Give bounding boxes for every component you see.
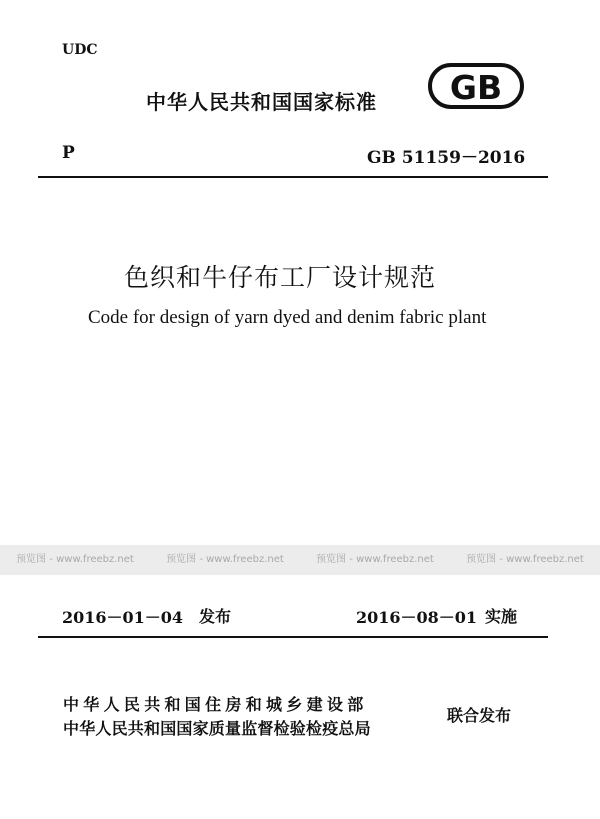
watermark-text: 预览图 - www.freebz.net — [316, 554, 434, 565]
gb-logo-text: GB — [449, 68, 503, 107]
issue-label: 发布 — [199, 607, 232, 626]
document-title-en: Code for design of yarn dyed and denim fabric plant — [88, 307, 487, 328]
header-divider — [38, 176, 548, 178]
classification-code: P — [62, 143, 75, 163]
document-title-zh: 色织和牛仔布工厂设计规范 — [124, 263, 437, 292]
implementation-date: 2016－08－01 — [356, 608, 478, 627]
watermark-band — [0, 545, 600, 575]
publisher-aqsiq: 中华人民共和国国家质量监督检验检疫总局 — [63, 719, 371, 738]
standard-number: GB 51159－2016 — [367, 148, 526, 168]
joint-issue-label: 联合发布 — [447, 706, 512, 725]
national-standard-heading: 中华人民共和国国家标准 — [146, 90, 377, 114]
date-divider — [38, 636, 548, 638]
gb-logo — [428, 62, 524, 110]
watermark-text: 预览图 - www.freebz.net — [16, 554, 134, 565]
issue-date: 2016－01－04 — [62, 608, 184, 627]
implementation-label: 实施 — [485, 607, 518, 626]
watermark-text: 预览图 - www.freebz.net — [466, 554, 584, 565]
udc-label: UDC — [62, 42, 98, 58]
watermark-text: 预览图 - www.freebz.net — [166, 554, 284, 565]
publisher-ministry-housing: 中华人民共和国住房和城乡建设部 — [63, 695, 368, 714]
